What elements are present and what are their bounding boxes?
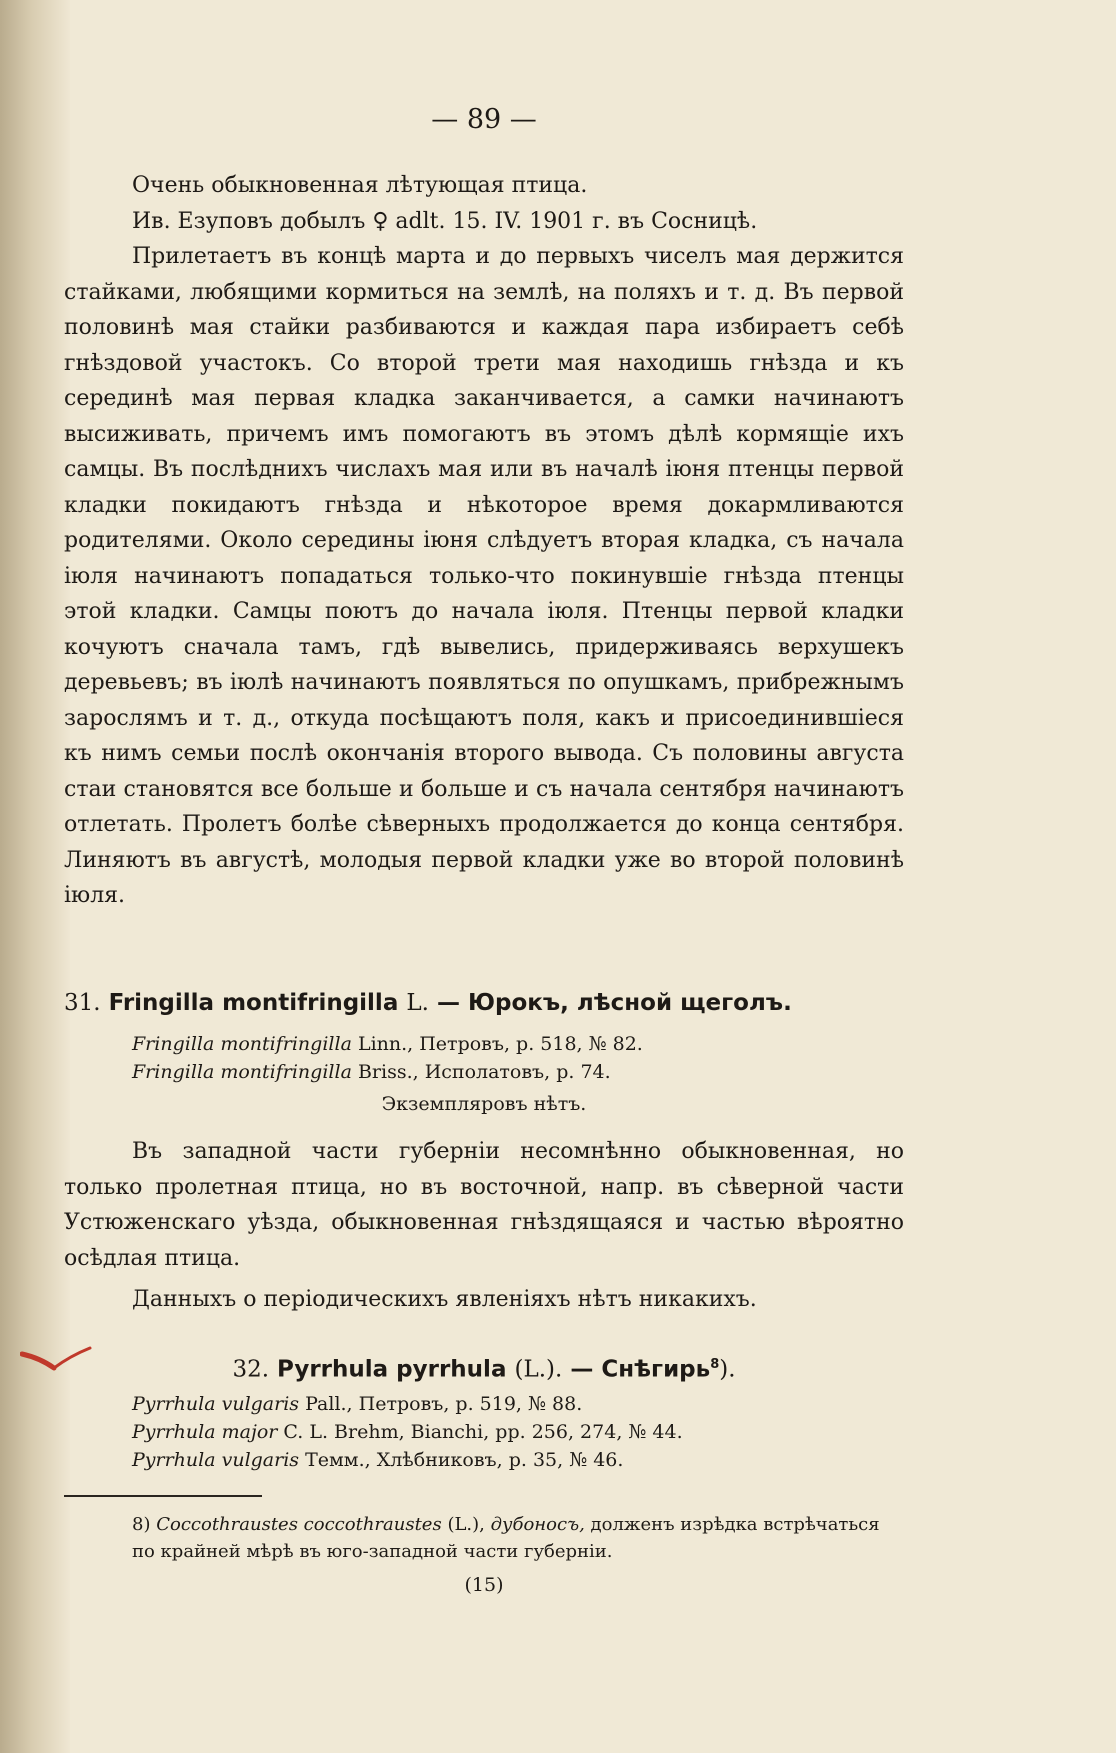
footnote-text — [132, 1511, 904, 1565]
specimens-note: Экземпляровъ нѣтъ. — [381, 1093, 587, 1115]
synonym-name: Pyrrhula major — [132, 1421, 278, 1443]
species-31-header — [64, 988, 904, 1018]
species-heading — [64, 988, 904, 1018]
synonym-line — [132, 1030, 904, 1058]
synonym-line — [132, 1446, 904, 1474]
paragraph: Ив. Езуповъ добылъ ♀ adlt. 15. IV. 1901 г. въ Сосницѣ. — [132, 208, 758, 234]
synonym-name: Pyrrhula vulgaris — [132, 1449, 300, 1471]
species-number: 31. — [64, 990, 101, 1016]
signature-mark: (15) — [464, 1574, 504, 1596]
footnote-common: дубоносъ, — [490, 1514, 585, 1535]
synonym-ref: Темм., Хлѣбниковъ, р. 35, № 46. — [305, 1449, 624, 1471]
footnote-marker: 8) — [132, 1514, 151, 1535]
paragraph: Данныхъ о періодическихъ явленіяхъ нѣтъ никакихъ. — [132, 1287, 757, 1312]
species-heading — [64, 1350, 904, 1385]
footnote-ref: 8 — [710, 1357, 720, 1372]
species-31-text — [64, 1134, 904, 1318]
synonym-line — [132, 1418, 904, 1446]
intro-section — [64, 168, 904, 914]
synonym-ref: Linn., Петровъ, р. 518, № 82. — [357, 1033, 643, 1055]
species-common-name: — Снѣгирь — [570, 1356, 711, 1383]
synonym-ref: Pall., Петровъ, р. 519, № 88. — [305, 1393, 583, 1415]
species-author: L. — [406, 990, 429, 1016]
footnote-ref-close: ). — [719, 1356, 736, 1383]
footnote-author: (L.), — [447, 1514, 485, 1535]
synonym-ref: Briss., Исполатовъ, р. 74. — [357, 1061, 611, 1083]
synonym-ref: C. L. Brehm, Bianchi, pp. 256, 274, № 44. — [283, 1421, 683, 1443]
species-32-header — [64, 1350, 904, 1385]
synonym-name: Fringilla montifringilla — [132, 1033, 352, 1055]
paragraph: Въ западной части губерніи несомнѣнно обыкновенная, но только пролетная птица, но въ восточной, напр. въ сѣверной части Устюженскаго уѣзда, обыкновенная гнѣздящаяся и частью вѣроятно осѣдлая птица. — [64, 1139, 904, 1271]
species-31-synonyms — [132, 1030, 904, 1086]
footnote-body: долженъ изрѣдка встрѣчаться по крайней мѣрѣ въ юго-западной части губерніи. — [132, 1514, 880, 1562]
synonym-name: Pyrrhula vulgaris — [132, 1393, 300, 1415]
paragraph: Прилетаетъ въ концѣ марта и до первыхъ чиселъ мая держится стайками, любящими кормиться на землѣ, на поляхъ и т. д. Въ первой половинѣ мая стайки разбиваются и каждая пара избираетъ себѣ гнѣздовой участокъ. Со второй трети мая находишь гнѣзда и къ серединѣ мая первая кладка заканчивается, а самки начинаютъ высиживать, причемъ имъ помогаютъ въ этомъ дѣлѣ кормящіе ихъ самцы. Въ послѣднихъ числахъ мая или въ началѣ іюня птенцы первой кладки покидаютъ гнѣзда и нѣкоторое время докармливаются родителями. Около середины іюня слѣдуетъ вторая кладка, съ начала іюля начинаютъ попадаться только-что покинувшіе гнѣзда птенцы этой кладки. Самцы поютъ до начала іюля. Птенцы первой кладки кочуютъ сначала тамъ, гдѣ вывелись, придерживаясь верхушекъ деревьевъ; въ іюлѣ начинаютъ появляться по опушкамъ, прибрежнымъ зарослямъ и т. д., откуда посѣщаютъ поля, какъ и присоединившіеся къ нимъ семьи послѣ окончанія второго вывода. Съ половины августа стаи становятся все больше и больше и съ начала сентября начинаютъ отлетать. Пролетъ болѣе сѣверныхъ продолжается до конца сентября. Линяютъ въ августѣ, молодыя первой кладки уже во второй половинѣ іюля. — [64, 244, 904, 908]
footnote-divider — [64, 1495, 262, 1497]
footnote — [132, 1511, 904, 1565]
page-number: — 89 — — [431, 104, 537, 135]
synonym-name: Fringilla montifringilla — [132, 1061, 352, 1083]
species-author: (L.). — [514, 1356, 563, 1383]
species-latin-name: Pyrrhula pyrrhula — [277, 1356, 507, 1383]
synonym-line — [132, 1390, 904, 1418]
page — [64, 0, 904, 1753]
species-number: 32. — [232, 1356, 270, 1383]
paragraph: Очень обыкновенная лѣтующая птица. — [132, 173, 588, 198]
footnote-latin: Coccothraustes coccothraustes — [156, 1514, 442, 1535]
book-spine-shadow — [0, 0, 70, 1753]
species-common-name: — Юрокъ, лѣсной щеголъ. — [436, 990, 792, 1016]
species-latin-name: Fringilla montifringilla — [108, 990, 399, 1016]
species-32-synonyms — [132, 1390, 904, 1474]
synonym-line — [132, 1058, 904, 1086]
